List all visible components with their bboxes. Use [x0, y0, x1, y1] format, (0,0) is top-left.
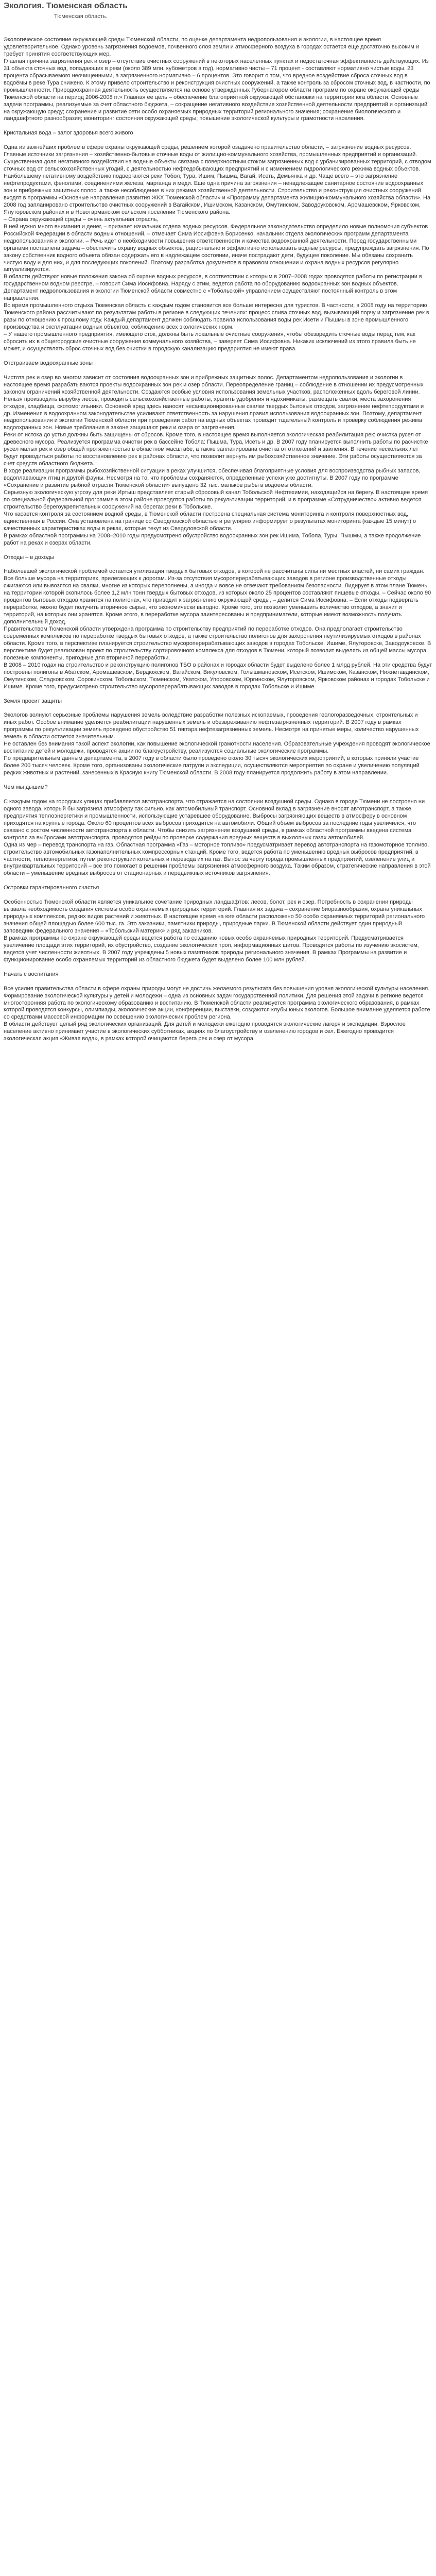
- page-title: Экология. Тюменская область: [4, 2, 128, 10]
- section-heading-line: Островки гарантированного счастья: [4, 885, 99, 891]
- section-heading: [4, 130, 432, 137]
- article-section: [4, 130, 432, 353]
- article-section: [4, 698, 432, 777]
- section-heading-line: Земля просит защиты: [4, 698, 62, 704]
- article-section: [4, 554, 432, 691]
- article-section: [4, 37, 432, 123]
- paragraph: Экологическое состояние окружающей среды Тюменской области, по оценке департамента недропользования и экологии, в настоящее время удовлетворительное. Однако уровень загрязнения водоемов, почвенного слоя земли и атмосферного воздуха в городах остается еще достаточно высоким и требует принятия соответствующих мер. Главная причина загрязнения рек и озер – отсутствие очистных сооружений в некоторых населенных пунктах и недостаточная эффективность действующих. Из 31 объекта сточных вод, попадающих в реки (около 389 млн. кубометров в год), нормативно чисты – 71 процент - составляют нормативно чистые воды. 23 процента сбрасываемого неочищенными, а загрязненного нормативно – 6 процентов. Это говорит о том, что вредное воздействие сброса сточных вод в водоёмы в реке Тура снижено. К этому привело строительство и реконструкция очистных сооружений, а также контроль за сбросом сточных вод, в частности, по промышленности. Природоохранная деятельность осуществляется на основе утвержденных Губернатором области программ по охране окружающей среды Тюменской области на период 2006-2008 гг.» Главная ее цель – обеспечение благоприятной окружающей обстановки на территории юга области. Основные задачи программы, реализуемые за счет областного бюджета, – сокращение негативного воздействия хозяйственной деятельности предприятий и организаций на окружающую среду; сохранение и развитие сети особо охраняемых природных территорий регионального значения; сохранение биологического и ландшафтного разнообразия; мониторинг состояния окружающей среды; повышение экологической культуры и грамотности населения.: [4, 37, 430, 122]
- paragraph: Особенностью Тюменской области является уникальное сочетание природных ландшафтов: лесов, болот, рек и озер. Потребность в сохранении природы вызвала необходимость создания системы особо охраняемых природных территорий. Главная их задача – сохранение биоразнообразия, охрана уникальных природных комплексов, редких видов растений и животных. В настоящее время на юге области расположено 50 особо охраняемых территорий регионального значения общей площадью более 600 тыс. га. Это заказники, памятники природы, природные парки. В Тюменской области действует один природный заповедник федерального значения – «Тобольский материк» и ряд заказников. В рамках программы по охране окружающей среды ведется работа по созданию новых особо охраняемых природных территорий. Предусматривается увеличение площади этих территорий, их обустройство, создание экологических троп, информационных щитов. Проводятся работы по изучению экосистем, ведется учет численности животных. В 2007 году учреждены 5 новых памятников природы регионального значения. В рамках Программы на развитие и функционирование особо охраняемых территорий из областного бюджета будет выделено более 100 млн рублей.: [4, 899, 425, 963]
- section-heading: [4, 784, 432, 791]
- section-heading-line: Отходы – в доходы: [4, 554, 55, 561]
- section-heading: [4, 554, 432, 562]
- section-heading-line: Чем мы дышим?: [4, 784, 48, 790]
- article-section: [4, 360, 432, 547]
- section-heading-line: Отстраиваем водоохранные зоны: [4, 360, 93, 366]
- section-heading-line: Кристальная вода – залог здоровья всего живого: [4, 130, 133, 137]
- section-heading-line: Начать с воспитания: [4, 971, 59, 977]
- article-body: [4, 37, 432, 1043]
- paragraph: С каждым годом на городских улицах прибавляется автотранспорта, что отражается на состоянии воздушной среды. Однако в городе Тюмени не построено ни одного завода, который бы загрязнял атмосферу так сильно, как автомобильный транспорт. Основной вклад в загрязнение вносят автотранспорт, а также предприятия теплоэнергетики и промышленности, использующие устаревшее оборудование. Выбросы загрязняющих веществ в атмосферу в основном приходятся на крупные города. Около 60 процентов всех выбросов приходится на автомобили. Общий объем выбросов за последние годы увеличился, что связано с ростом численности автотранспорта в области. Чтобы снизить загрязнение воздушной среды, в рамках областной программы введена система контроля за выбросами автотранспорта, проводятся рейды по проверке содержания вредных веществ в выхлопных газах автомобилей. Одна из мер – перевод транспорта на газ. Областная программа «Газ – моторное топливо» предусматривает перевод автотранспорта на газомоторное топливо, строительство автомобильных газонаполнительных компрессорных станций. Кроме того, ведется работа по уменьшению вредных выбросов предприятий, в частности, теплоэнергетики, путем реконструкции котельных и перевода их на газ. Вынос за черту города промышленных предприятий, озеленение улиц и внутриквартальных территорий – все это помогает в решении проблемы загрязнения атмосферного воздуха. Таким образом, стратегические направления в этой области – уменьшение вредных выбросов от стационарных и передвижных источников загрязнения.: [4, 798, 431, 877]
- section-heading: [4, 885, 432, 892]
- section-heading: [4, 971, 432, 978]
- paragraph: Экологов волнуют серьезные проблемы нарушения земель вследствие разработки полезных ископаемых, проведения геологоразведочных, строительных и иных работ. Особое внимание уделяется реабилитации нарушенных земель и обезвреживанию нефтезагрязненных территорий. В 2007 году в рамках программы по рекультивации земель проведено обустройство 51 гектара нефтезагрязненных земель. Несмотря на принятые меры, количество нарушенных земель в области остается значительным. Не оставлен без внимания такой аспект экологии, как повышение экологической грамотности населения. Образовательные учреждения проводят экологическое воспитание детей и молодежи, проводятся акции по благоустройству, реализуются социальные экологические программы. По предварительным данным департамента, в 2007 году в области было проведено около 30 тысяч экологических мероприятий, в которых приняли участие более 200 тысяч человек. Кроме того, организованы экологические патрули и экспедиции, осуществляются мероприятия по охране и увеличению популяций редких животных и растений, занесенных в Красную книгу Тюменской области. В 2008 году планируется продолжить работу в этом направлении.: [4, 712, 430, 776]
- paragraph: Наболевшей экологической проблемой остается утилизация твердых бытовых отходов, в которой не рассчитаны силы ни местных властей, ни самих граждан. Все больше мусора на территориях, прилегающих к дорогам. Из-за отсутствия мусороперерабатывающих заводов в регионе производственные отходы сжигаются или вывозятся на свалки, многие из которых переполнены, а иногда и вовсе не отвечают требованиям безопасности. Лидирует в этом плане Тюмень, на территории которой скопилось более 1,2 млн тонн твердых бытовых отходов, из которых около 25 процентов составляют пищевые отходы. – Сейчас около 90 процентов бытовых отходов хранится на полигонах, что приводит к загрязнению окружающей среды, – делится Сима Иосифовна. – Если отходы подвергать переработке, можно будет получить вторичное сырье, что экономически выгодно. Кроме того, это позволит уменьшить количество отходов, а значит и территорий, на которых они хранятся. Кроме этого, в переработке мусора заинтересованы и предприниматели, которые имеют возможность получать дополнительный доход. Правительством Тюменской области утверждена программа по строительству предприятий по переработке отходов. Она предполагает строительство современных комплексов по переработке твердых бытовых отходов, а также строительство полигонов для захоронения неутилизируемых отходов в районах области. Кроме того, в перспективе планируется строительство мусороперерабатывающих заводов в городах Тобольске, Ишиме, Ялуторовске, Заводоуковске. В перспективе будет реализован проект по строительству сортировочного комплекса для отходов в Тюмени, который позволит выделять из общей массы мусора полезные компоненты, пригодные для вторичной переработки. В 2008 – 2010 годах на строительство и реконструкцию полигонов ТБО в районах и городах области будет выделено более 1 млрд рублей. На эти средства будут построены полигоны в Абатском, Аромашевском, Бердюжском, Вагайском, Викуловском, Голышмановском, Исетском, Ишимском, Казанском, Нижнетавдинском, Омутинском, Сладковском, Сорокинском, Тобольском, Тюменском, Уватском, Упоровском, Юргинском, Ялуторовском, Ярковском районах и городах Тобольске и Ишиме. Кроме того, предусмотрено строительство мусороперерабатывающих заводов в городах Тобольске и Ишиме.: [4, 568, 432, 690]
- article-section: [4, 885, 432, 963]
- article-section: [4, 971, 432, 1043]
- section-heading: [4, 360, 432, 367]
- page-subtitle: Тюменская область.: [54, 13, 108, 20]
- paragraph: Одна из важнейших проблем в сфере охраны окружающей среды, решением которой озадачено правительство области, – загрязнение водных ресурсов. Главные источники загрязнения – хозяйственно-бытовые сточные воды от жилищно-коммунального хозяйства, промышленных предприятий и организаций. Существенная доля негативного воздействия на водные объекты связана с поверхностным стоком загрязнённых вод с урбанизированных территорий, с отводом сточных вод от сельскохозяйственных угодий, с деятельностью нефтедобывающих предприятий и с изменением гидрологического режима водных объектов. Наибольшему негативному воздействию подвергаются реки Тобол, Тура, Ишим, Пышма, Вагай, Исеть, Демьянка и др. Чаще всего – это загрязнение нефтепродуктами, фенолами, соединениями железа, марганца и меди. Еще одна причина загрязнения – ненадлежащее санитарное состояние водоохранных зон и прибрежных защитных полос, а также несоблюдение в них режима хозяйственной деятельности. Строительство и реконструкция очистных сооружений входят в программы «Основные направления развития ЖКХ Тюменской области» и «Программу департамента жилищно-коммунального хозяйства области». На 2008 год запланировано строительство очистных сооружений в Вагайском, Ишимском, Казанском, Омутинском, Заводоуковском, Аромашевском, Ярковском, Ялуторовском районах и в Новотарманском сельском поселении Тюменского района. – Охрана окружающей среды – очень актуальная отрасль, В ней нужно много внимания и денег, – признает начальник отдела водных ресурсов. Федеральное законодательство определило новые полномочия субъектов Российской Федерации в области водных отношений, – отмечает Сима Иосифовна Борисенко, начальник отдела экологических программ департамента недропользования и экологии. – Речь идет о необходимости повышения ответственности и качества водоохранной деятельности. Перед государственными органами поставлена задача – обеспечить охрану водных объектов, рационально и эффективно использовать водные ресурсы, предупреждать загрязнения. По закону собственник водного объекта обязан содержать его в надлежащем состоянии, иначе пострадают дети, будущее поколение. Мы обязаны сохранить чистую воду и для них, и для последующих поколений. Поэтому разработка документов в правовом отношении и охрана водных ресурсов регулярно актуализируются. В области действуют новые положения закона об охране водных ресурсов, в соответствии с которым в 2007–2008 годах проводятся работы по регистрации в государственном водном реестре, – говорит Сима Иосифовна. Наряду с этим, ведется работа по оборудованию водоохранных зон водных объектов. Департамент недропользования и экологии Тюменской области совместно с «Тобольской» управлением осуществляют постоянный контроль в этом направлении. Во время промышленного отдыха Тюменская область с каждым годом становится все больше интересна для туристов. В частности, в 2008 году на территорию Тюменского района рассчитывают по результатам работы в регионе в следующих течениях: процесс слива сточных вод, вызывающий порчу и загрязнение рек в разы по отношению к прошлому году. Каждый департамент должен соблюдать правила использования воды рек Исети и Пышмы в зоне промышленного производства и эксплуатации водных объектов, соблюдению всех экологических норм. – У нашего промышленного предприятия, имеющего сток, должны быть локальные очистные сооружения, чтобы обезвредить сточные воды перед тем, как сбросить их в общегородские очистные сооружения коммунального хозяйства, – заверяет Сима Иосифовна. Никаких исключений из этого правила быть не может, и осуществлять сброс сточных вод без очистки в городскую канализацию предприятия не имеют права.: [4, 144, 431, 352]
- section-heading: [4, 698, 432, 705]
- paragraph: Чистота рек и озер во многом зависит от состояния водоохранных зон и прибрежных защитных полос. Департаментом недропользования и экологии в настоящее время разрабатываются проекты водоохранных зон рек и озер области. Переопределение границ – соблюдение в отношении их предусмотренных законом ограничений хозяйственной деятельности. Создаются особые условия использования земельных участков, расположенных вдоль береговой линии. Нельзя производить вырубку лесов, проводить сельскохозяйственные работы, хранить удобрения и ядохимикаты, размещать свалки, места захоронения отходов, кладбища, скотомогильники. Основной вред здесь наносят несанкционированные свалки твердых бытовых отходов, загрязнение нефтепродуктами и др. Изменения в водоохранном законодательстве усиливают ответственность за нарушения правил использования водоохранных зон. Поэтому, департамент недропользования и экологии Тюменской области при проведении работ на водных объектах проводит тщательный контроль и проверку соблюдения режима водоохранных зон. Новые требования в законе защищают реки и озера от загрязнения. Реки от истока до устья должны быть защищены от сбросов. Кроме того, в настоящее время выполняется экологическая реабилитация рек: очистка русел от древесного мусора. Реализуется программа очистки рек в бассейне Тобола: Пышма, Тура, Исеть и др. В 2007 году планируется выполнить работы по расчистке русел малых рек и озер общей протяженностью в областном масштабе, а также запланирована очистка от отложений и заиления. В течение нескольких лет будут проводиться работы по восстановлению рек в районах области, что позволит вернуть им рыбохозяйственное значение. Эти работы осуществляются за счет средств областного бюджета. В ходе реализации программы рыбохозяйственной ситуации в реках улучшится, обеспечивая благоприятные условия для воспроизводства рыбных запасов, водоплавающих птиц и другой фауны. Несмотря на то, что проблемы сохраняются, определенные успехи уже достигнуты. В 2007 году по программе «Сохранение и развитие рыбной отрасли Тюменской области» выпущено 32 тыс. мальков рыбы в водоемы области. Серьезную экологическую угрозу для реки Иртыш представляет старый сбросовый канал Тобольской Нефтехимии, находящийся на берегу. В настоящее время по специальной федеральной программе в этом районе проводятся работы по рекультивации территорий, и в программе «Сотрудничество» активно ведется строительство берегоукрепительных сооружений на берегах реки в Тобольске. Что касается контроля за состоянием водной среды, в Тюменской области построена специальная система мониторинга и контроля поверхностных вод, единственная в России. Она установлена на границе со Свердловской областью и регулярно информирует о результатах мониторинга (каждые 15 минут) о качественных характеристиках воды в реках, которые текут из Свердловской области. В рамках областной программы на 2008–2010 годы предусмотрено обустройство водоохранных зон рек Ишима, Тобола, Туры, Пышмы, а также продолжение работ на реках и озерах области.: [4, 374, 428, 546]
- article-section: [4, 784, 432, 877]
- paragraph: Все усилия правительства области в сфере охраны природы могут не достичь желаемого результата без повышения уровня экологической культуры населения. Формирование экологической культуры у детей и молодежи – одна из основных задач государственной политики. Для решения этой задачи в регионе ведется многосторонняя работа по экологическому образованию и воспитанию. В Тюменской области реализуется программа экологического образования, в рамках которой проводятся конкурсы, олимпиады, экологические акции, конференции, выставки, создаются клубы юных экологов. Большое внимание уделяется работе со средствами массовой информации по освещению экологических проблем региона. В области действует целый ряд экологических организаций. Для детей и молодежи ежегодно проводятся экологические лагеря и экспедиции. Взрослое население активно принимает участие в экологических субботниках, акциях по благоустройству и озеленению городов и сел. Ежегодно проводится экологическая акция «Живая вода», в рамках которой очищаются берега рек и озер от мусора.: [4, 985, 430, 1042]
